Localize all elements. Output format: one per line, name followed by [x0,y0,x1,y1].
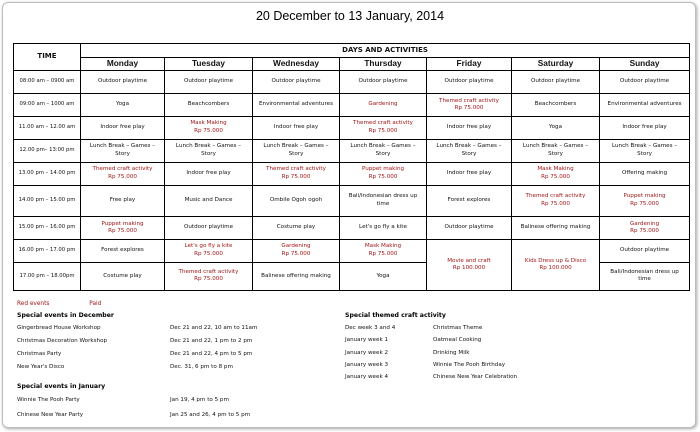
schedule-body [14,71,690,291]
legend-paid: Paid [89,301,102,307]
activity-name: Lunch Break – Games – [611,143,678,150]
activity-detail: Story [548,150,563,157]
activity-cell [600,162,690,185]
activity-name: Gardening [629,220,660,227]
activity-cell [81,162,165,185]
activity-name: Indoor free play [446,124,492,131]
event-when: January week 3 [345,361,389,368]
activity-detail: Rp 75.000 [108,227,137,234]
activity-cell [340,262,427,290]
activity-name: Yoga [376,272,390,279]
table-row [14,216,690,239]
activity-name: Beachcombers [187,101,230,108]
day-header-monday: Monday [81,58,165,71]
activity-name: Indoor free play [622,124,667,131]
activity-cell [253,239,340,262]
activity-name: Music and Dance [184,197,233,204]
activity-name: Bali/Indonesian dress up [610,269,679,275]
activity-cell [165,93,253,116]
activity-cell [340,239,427,262]
event-theme: Winnie The Pooh Birthday [433,361,506,368]
time-slot: 16.00 pm – 17.00 pm [14,239,81,262]
activity-detail: Story [115,150,130,157]
activity-detail: Rp 75.000 [541,173,570,180]
activity-name: Yoga [548,124,563,131]
activity-name: Bali/Indonesian dress up [348,193,418,200]
event-name: Christmas Decoration Workshop [17,338,108,344]
activity-detail: Rp 75.000 [108,173,137,180]
activity-cell [81,116,165,139]
table-row [14,93,690,116]
activity-detail: Rp 100.000 [539,264,572,271]
activity-detail: Rp 75.000 [194,250,223,257]
event-when: Dec 21 and 22, 10 am to 11am [170,325,258,331]
activity-name: Mask Making [190,120,227,127]
activity-detail: Rp 100.000 [452,264,486,271]
activity-detail: Story [637,150,652,157]
activity-cell [512,116,600,139]
activity-cell [81,71,165,94]
activity-cell [512,185,600,216]
activity-cell [427,216,512,239]
activity-name: Let's go fly a kite [359,224,407,231]
activity-name: Gardening [281,243,311,250]
activity-cell [512,239,600,290]
activity-detail: Story [201,150,216,157]
event-theme: Oatmeal Cooking [433,337,482,344]
activity-name: Yoga [115,101,130,108]
event-name: Christmas Party [17,351,62,357]
activity-cell [427,116,512,139]
activity-cell [253,116,340,139]
activity-cell [340,71,427,94]
activity-cell [165,162,253,185]
activity-detail: Story [375,150,391,157]
day-header-tuesday: Tuesday [165,58,253,71]
activity-detail: Story [288,150,304,157]
time-slot: 11.00 am – 12.00 am [14,116,81,139]
activity-cell [253,162,340,185]
event-theme: Christmas Theme [433,325,483,331]
activity-cell [427,71,512,94]
activity-cell [253,139,340,162]
activity-name: Themed craft activity [353,120,413,127]
activity-name: Puppet making [101,220,144,227]
activity-cell [253,262,340,290]
activity-cell [253,185,340,216]
activity-cell [253,71,340,94]
activity-cell [512,216,600,239]
event-name: Winnie The Pooh Party [17,397,80,403]
activity-cell [165,185,253,216]
activity-detail: Rp 75.000 [541,200,570,207]
activity-name: Outdoor playtime [444,78,494,85]
activity-detail: time [638,276,651,283]
activity-cell [600,185,690,216]
event-theme: Chinese New Year Celebration [433,374,518,381]
event-name: Chinese New Year Party [17,412,84,418]
activity-cell [165,262,253,290]
special-january-title: Special events in January [17,383,106,390]
activity-name: Ombile Ogoh ogoh [269,197,323,204]
activity-cell [340,185,427,216]
activity-cell [81,185,165,216]
time-slot: 12.00 pm– 13:00 pm [14,139,81,162]
activity-name: Lunch Break – Games – [522,143,589,150]
activity-cell [427,162,512,185]
activity-name: Indoor free play [446,170,492,177]
activity-cell [253,93,340,116]
activity-detail: Rp 75.000 [630,227,659,234]
activity-name: Themed craft activity [266,166,326,173]
activity-name: Forest explores [447,197,491,204]
activity-name: Beachcombers [534,101,577,108]
table-row [14,71,690,94]
activity-cell [427,185,512,216]
event-when: Dec week 3 and 4 [345,325,396,331]
activity-detail: Rp 75.000 [194,127,223,134]
activity-cell [165,116,253,139]
activity-name: Themed craft activity [525,193,586,200]
time-slot: 08:00 am – 0900 am [14,71,81,94]
table-row [14,162,690,185]
activity-name: Outdoor playtime [183,224,234,231]
activity-detail: Story [461,150,477,157]
activity-name: Lunch Break – Games – [263,143,329,150]
activity-name: Mask Making [364,243,402,250]
activity-name: Outdoor playtime [619,78,670,85]
activity-cell [600,216,690,239]
legend-red-events: Red events [17,301,50,307]
activity-name: Environmental adventures [258,101,334,108]
activity-name: Themed craft activity [178,269,239,275]
activity-cell [427,93,512,116]
activity-name: Outdoor playtime [183,78,234,85]
activity-name: Lunch Break – Games – [436,143,502,150]
activity-cell [600,71,690,94]
event-when: Jan 25 and 26, 4 pm to 5 pm [170,412,251,418]
activity-cell [600,139,690,162]
event-name: Gingerbread House Workshop [17,325,101,331]
time-slot: 17.00 pm – 18.00pm [14,262,81,290]
activity-cell [81,239,165,262]
day-header-wednesday: Wednesday [253,58,340,71]
activity-cell [165,216,253,239]
activity-name: Let's go fly a kite [184,243,233,250]
activity-name: Lunch Break – Games – [175,143,242,150]
activity-name: Indoor free play [186,170,231,177]
activity-cell [81,139,165,162]
special-december-title: Special events in December [17,312,114,319]
activity-cell [600,93,690,116]
activity-name: Outdoor playtime [358,78,408,85]
activity-detail: Rp 75.000 [368,173,398,180]
event-when: Dec 21 and 22, 1 pm to 2 pm [170,338,253,344]
time-slot: 14.00 pm – 15.00 pm [14,185,81,216]
time-header: TIME [14,44,81,71]
activity-name: Costume play [103,272,142,279]
activity-name: Themed craft activity [92,166,153,173]
activity-cell [340,116,427,139]
activity-cell [340,139,427,162]
page-title: 20 December to 13 January, 2014 [255,9,445,23]
activity-name: Offering making [621,170,668,177]
day-header-thursday: Thursday [340,58,427,71]
activity-name: Costume play [276,224,316,231]
activity-cell [512,162,600,185]
activity-name: Outdoor playtime [619,247,670,254]
activity-cell [253,216,340,239]
table-row [14,139,690,162]
activity-name: Kids Dress up & Disco [524,257,587,264]
activity-cell [165,239,253,262]
activity-name: Balinese offering making [520,224,591,231]
event-name: New Year's Disco [17,364,65,370]
activity-name: Mask Making [537,166,574,173]
activity-cell [427,139,512,162]
activity-name: Indoor free play [100,124,145,131]
event-when: Dec 21 and 22, 4 pm to 5 pm [170,351,253,357]
days-activities-header: DAYS AND ACTIVITIES [81,44,690,58]
event-when: January week 1 [345,337,389,344]
day-header-sunday: Sunday [600,58,690,71]
activity-detail: Rp 75.000 [194,276,223,283]
table-row [14,116,690,139]
activity-name: Movie and craft [447,257,491,264]
activity-name: Gardening [368,101,398,108]
time-slot: 09:00 am – 1000 am [14,93,81,116]
event-when: January week 4 [345,374,389,381]
activity-name: Outdoor playtime [271,78,321,85]
activity-name: Themed craft activity [439,97,499,104]
schedule-table [13,43,690,291]
activity-cell [165,71,253,94]
activity-name: Outdoor playtime [97,78,148,85]
activity-name: Puppet making [361,166,405,173]
table-row [14,239,690,262]
activity-cell [165,139,253,162]
activity-cell [600,239,690,262]
activity-cell [427,239,512,290]
day-header-friday: Friday [427,58,512,71]
activity-name: Outdoor playtime [444,224,494,231]
special-craft-title: Special themed craft activity [345,312,446,319]
event-when: Jan 19, 4 pm to 5 pm [170,397,229,403]
activity-detail: Rp 75.000 [368,127,398,134]
activity-name: Puppet making [623,193,666,200]
activity-cell [340,216,427,239]
activity-cell [340,93,427,116]
activity-name: Indoor free play [273,124,319,131]
activity-name: Forest explores [101,247,144,254]
activity-name: Balinese offering making [261,272,331,279]
event-theme: Drinking Milk [433,349,470,356]
activity-cell [600,116,690,139]
activity-detail: time [376,200,390,207]
event-when: Dec. 31, 6 pm to 8 pm [170,364,233,370]
activity-name: Lunch Break – Games – [89,143,156,150]
activity-cell [81,93,165,116]
activity-detail: Rp 75.000 [281,173,311,180]
time-slot: 13.00 pm – 14.00 pm [14,162,81,185]
event-when: January week 2 [345,349,389,356]
activity-cell [81,216,165,239]
table-row [14,185,690,216]
activity-cell [81,262,165,290]
activity-detail: Rp 75.000 [281,250,311,257]
activity-name: Lunch Break – Games – [350,143,416,150]
activity-name: Outdoor playtime [530,78,581,85]
activity-detail: Rp 75.000 [454,104,484,111]
day-header-row [14,58,690,71]
activity-cell [512,93,600,116]
activity-cell [600,262,690,290]
activity-cell [512,71,600,94]
legend [17,301,101,307]
day-header-saturday: Saturday [512,58,600,71]
time-slot: 15.00 pm – 16.00 pm [14,216,81,239]
activity-name: Environmental adventures [607,101,682,108]
activity-detail: Rp 75.000 [368,250,398,257]
activity-cell [512,139,600,162]
activity-name: Free play [109,197,136,204]
activity-cell [340,162,427,185]
activity-detail: Rp 75.000 [630,200,659,207]
